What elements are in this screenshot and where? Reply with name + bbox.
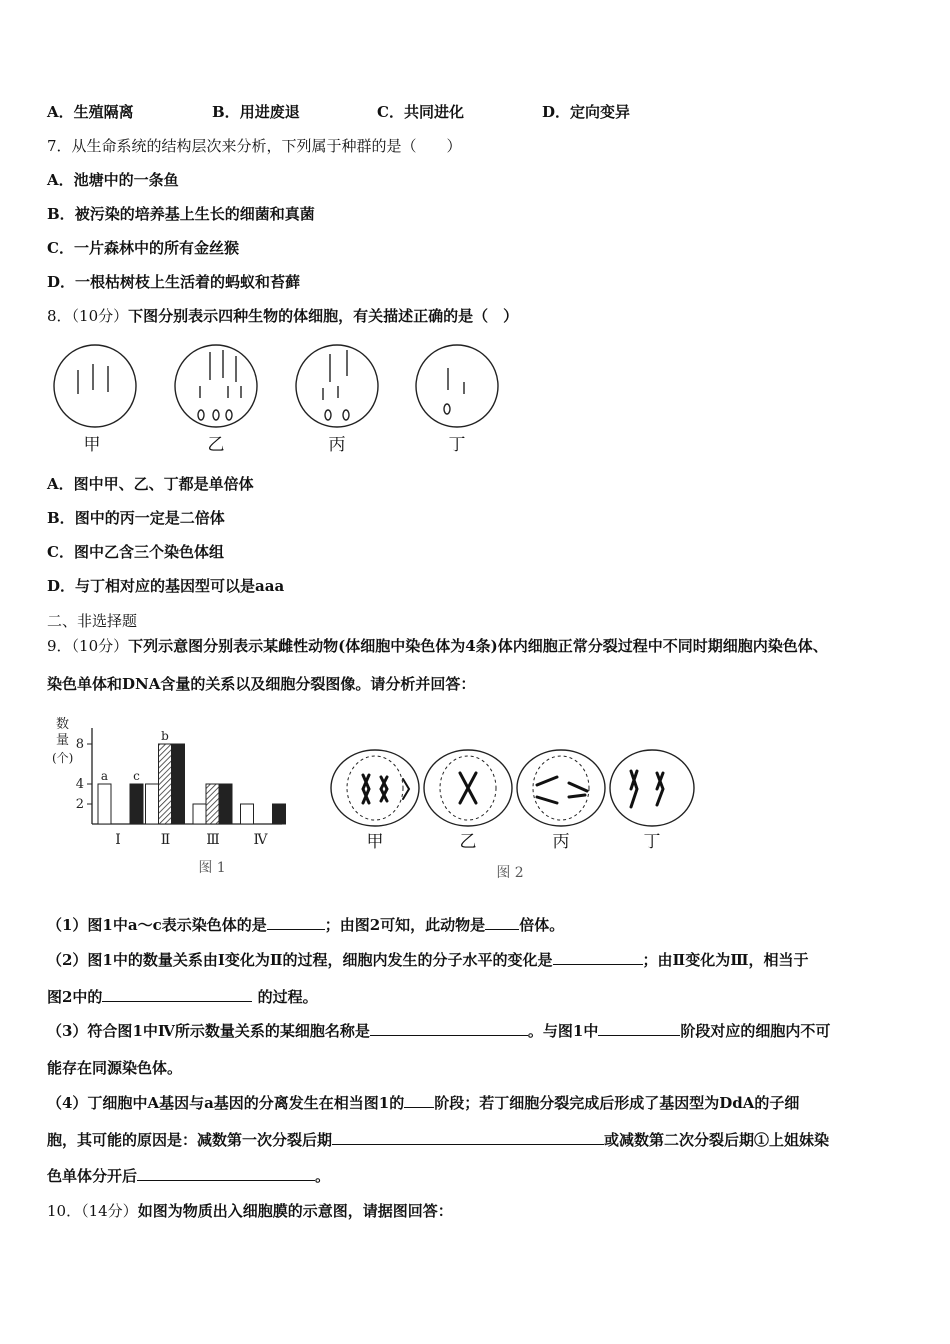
- q9-figure2-cells: [325, 745, 700, 885]
- q9-sub2-line1: （2）图1中的数量关系由Ⅰ变化为Ⅱ的过程，细胞内发生的分子水平的变化是 ；由Ⅱ变化为Ⅲ，相当于: [47, 951, 809, 969]
- chart-category-label: Ⅲ: [206, 832, 220, 848]
- cell-label: 丁: [448, 435, 466, 455]
- chart-bar: [146, 784, 159, 824]
- fig2-chromosome: [657, 773, 663, 805]
- q7-option-c: C．一片森林中的所有金丝猴: [47, 239, 239, 257]
- fig2-caption: 图 2: [496, 865, 524, 881]
- fig2-chromosome: [537, 777, 557, 803]
- chart-category-label: Ⅰ: [115, 832, 121, 848]
- q7-option-b: B．被污染的培养基上生长的细菌和真菌: [47, 205, 315, 223]
- q8-cell-figure: [40, 338, 520, 463]
- chart-category-label: Ⅱ: [160, 832, 171, 848]
- q7-option-d: D．一根枯树枝上生活着的蚂蚁和苔藓: [47, 273, 301, 291]
- cell-yi-outline: [175, 345, 257, 427]
- chart-bar: [130, 784, 143, 824]
- fig2-label: 乙: [459, 832, 477, 852]
- fig2-label: 丁: [643, 832, 661, 852]
- q8-option-c: C．图中乙含三个染色体组: [47, 543, 224, 561]
- fig2-cell-bing: [517, 750, 605, 826]
- chart-bar: [219, 784, 232, 824]
- fig2-label: 丙: [552, 832, 570, 852]
- chart-ylabel-part: (个): [52, 751, 74, 765]
- q8-option-d: D．与丁相对应的基因型可以是aaa: [47, 577, 285, 595]
- cell-ding-outline: [416, 345, 498, 427]
- chart-bar: [241, 804, 254, 824]
- fig2-chromosome: [381, 777, 387, 801]
- cell-jia-outline: [54, 345, 136, 427]
- q10-stem: 10．（14分）如图为物质出入细胞膜的示意图，请据图回答：: [47, 1202, 453, 1220]
- cell-yi-chromosome: [213, 410, 219, 420]
- cell-yi-chromosome: [226, 410, 232, 420]
- chart-series-label: b: [161, 729, 169, 743]
- q8-stem: 8．（10分）下图分别表示四种生物的体细胞，有关描述正确的是（ ）: [47, 307, 519, 325]
- fig2-cell-ding: [610, 750, 694, 826]
- q9-sub1: （1）图1中a～c表示染色体的是 ；由图2可知，此动物是 倍体。: [47, 916, 565, 934]
- chart-title: 图 1: [198, 860, 226, 876]
- chart-category-label: Ⅳ: [253, 832, 268, 848]
- q9-sub4-line3: 色单体分开后 。: [47, 1167, 331, 1185]
- chart-ylabel-part: 量: [56, 733, 70, 748]
- fig2-cell-jia: [331, 750, 419, 826]
- q9-stem-line2: 染色单体和DNA含量的关系以及细胞分裂图像。请分析并回答：: [47, 675, 476, 693]
- chart-bar: [159, 744, 172, 824]
- chart-y-tick-label: 4: [75, 777, 84, 792]
- q9-stem-line1: 9．（10分）下列示意图分别表示某雌性动物(体细胞中染色体为4条)体内细胞正常分裂过程中不同时期细胞内染色体、: [47, 637, 828, 655]
- chart-bar: [206, 784, 219, 824]
- fig2-chromosome: [631, 771, 637, 807]
- chart-y-tick-label: 2: [75, 797, 84, 812]
- chart-series-label: a: [100, 769, 109, 783]
- cell-label: 甲: [83, 435, 101, 455]
- cell-yi-chromosome: [198, 410, 204, 420]
- fig2-label: 甲: [366, 832, 384, 852]
- chart-bar: [98, 784, 111, 824]
- chart-bar: [172, 744, 185, 824]
- cell-bing-chromosome: [325, 410, 331, 420]
- chart-y-tick-label: 8: [75, 737, 84, 752]
- q6-option-d: D．定向变异: [542, 103, 631, 121]
- section-heading: 二、非选择题: [47, 612, 138, 630]
- cell-ding-chromosome: [444, 404, 450, 414]
- q9-sub4-line2: 胞，其可能的原因是：减数第一次分裂后期 或减数第二次分裂后期①上姐妹染: [47, 1131, 830, 1149]
- chart-series-label: c: [133, 769, 140, 783]
- q9-sub3-line1: （3）符合图1中Ⅳ所示数量关系的某细胞名称是 。与图1中 阶段对应的细胞内不可: [47, 1022, 831, 1040]
- q6-option-b: B．用进废退: [212, 103, 300, 121]
- q9-sub4-line1: （4）丁细胞中A基因与a基因的分离发生在相当图1的 阶段；若丁细胞分裂完成后形成了基因型为DdA的子细: [47, 1094, 800, 1112]
- q9-sub2-line2: 图2中的 的过程。: [47, 988, 318, 1006]
- q6-option-c: C．共同进化: [377, 103, 464, 121]
- q7-option-a: A．池塘中的一条鱼: [47, 171, 179, 189]
- cell-label: 丙: [328, 435, 346, 455]
- q9-sub3-line2: 能存在同源染色体。: [47, 1059, 183, 1077]
- cell-label: 乙: [207, 435, 225, 455]
- q7-stem: 7．从生命系统的结构层次来分析，下列属于种群的是（ ）: [47, 137, 462, 155]
- chart-bar: [193, 804, 206, 824]
- chart-bar: [273, 804, 286, 824]
- fig2-chromosome: [403, 779, 409, 799]
- fig2-chromosome: [363, 775, 369, 803]
- q8-option-b: B．图中的丙一定是二倍体: [47, 509, 225, 527]
- fig2-chromosome: [569, 783, 587, 797]
- fig2-chromosome: [460, 773, 476, 803]
- q6-option-a: A．生殖隔离: [47, 103, 134, 121]
- q8-option-a: A．图中甲、乙、丁都是单倍体: [47, 475, 254, 493]
- q9-figure1-chart: [50, 712, 300, 887]
- cell-bing-chromosome: [343, 410, 349, 420]
- chart-ylabel-part: 数: [56, 717, 70, 732]
- cell-bing-outline: [296, 345, 378, 427]
